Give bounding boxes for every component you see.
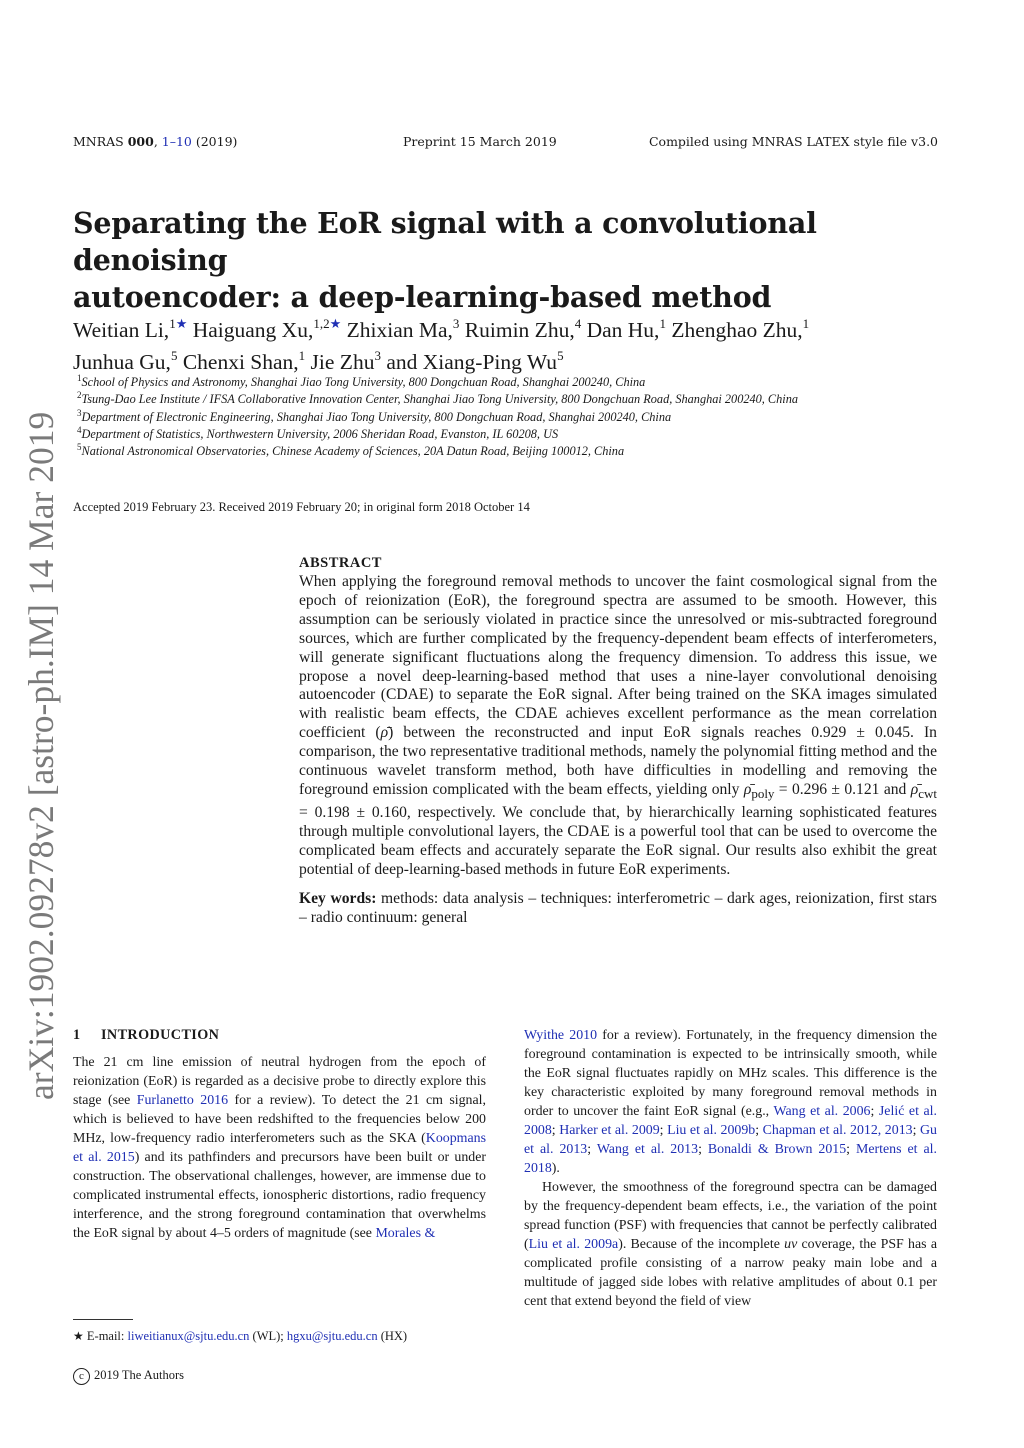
intro-paragraph-1-cont: Wyithe 2010 for a review). Fortunately, in the frequency dimension the foreground contamination is expected to be intrinsically smooth, while the EoR signal fluctuates rapidly on MHz scales. This difference is the key characteristic exploited by many foreground removal methods in order to uncover the faint EoR signal (e.g., Wang et al. 2006; Jelić et al. 2008; Harker et al. 2009; Liu et al. 2009b; Chapman et al. 2012, 2013; Gu et al. 2013; Wang et al. 2013; Bonaldi & Brown 2015; Mertens et al. 2018).	[524, 1028, 937, 1176]
footnote: ★ E-mail: liweitianux@sjtu.edu.cn (WL); hgxu@sjtu.edu.cn (HX)	[73, 1329, 486, 1344]
affiliation-marker: 5	[557, 348, 564, 363]
citation-link[interactable]: Liu et al. 2009b	[667, 1123, 756, 1138]
citation-link[interactable]: Bonaldi & Brown 2015	[707, 1142, 847, 1157]
author-name: Junhua Gu,	[73, 350, 171, 374]
affiliation-marker: 1	[298, 348, 306, 363]
keywords: Key words: methods: data analysis – techniques: interferometric – dark ages, reionization, first stars – radio continuum: general	[299, 889, 937, 926]
star-icon[interactable]: ★	[175, 316, 188, 331]
email-link[interactable]: hgxu@sjtu.edu.cn	[286, 1329, 378, 1343]
copyright-icon: c	[73, 1368, 90, 1385]
affiliation-marker: 3	[452, 316, 460, 331]
journal-ref: MNRAS 000, 1–10 (2019)	[73, 134, 238, 149]
abstract	[299, 553, 937, 927]
citation-link[interactable]: Harker et al. 2009	[559, 1123, 660, 1138]
citation-link[interactable]: Morales &	[375, 1226, 436, 1241]
affiliation-marker: 1	[169, 316, 176, 331]
affiliation-list	[77, 374, 1024, 460]
compiled-note: Compiled using MNRAS LATEX style file v3.0	[648, 134, 938, 149]
citation-link[interactable]: Liu et al. 2009a	[528, 1237, 619, 1252]
affiliation-marker: 3	[374, 348, 381, 363]
author-name: Weitian Li,	[73, 318, 170, 342]
affiliation: $^1$School of Physics and Astronomy, Shanghai Jiao Tong University, 800 Dongchuan Road, Shanghai 200240, China	[77, 373, 646, 389]
author-name: Zhixian Ma,	[346, 318, 453, 342]
citation-link[interactable]: Furlanetto 2016	[136, 1093, 229, 1108]
section-heading: 1 INTRODUCTION	[73, 1027, 220, 1043]
star-icon: ★	[73, 1329, 84, 1343]
affiliation-marker: 1	[659, 316, 666, 331]
affiliation-marker: 1,2	[313, 316, 330, 331]
copyright: c 2019 The Authors	[73, 1368, 184, 1385]
dates-line: Accepted 2019 February 23. Received 2019 February 20; in original form 2018 October 14	[73, 500, 530, 514]
intro-paragraph-1: The 21 cm line emission of neutral hydrogen from the epoch of reionization (EoR) is regarded as a decisive probe to directly explore this stage (see Furlanetto 2016 for a review). To detect the 21 cm signal, which is believed to have been redshifted to the frequencies below 200 MHz, low-frequency radio interferometers such as the SKA (Koopmans et al. 2015) and its pathfinders and precursors have been built or under construction. The observational challenges, however, are immense due to complicated instrumental effects, ionospheric distortions, radio frequency interference, and the strong foreground contamination that overwhelms the EoR signal by about 4–5 orders of magnitude (see Morales &	[73, 1055, 487, 1241]
author-name: and Xiang-Ping Wu	[386, 350, 558, 374]
affiliation: $^4$Department of Statistics, Northwestern University, 2006 Sheridan Road, Evanston, IL 60208, US	[77, 424, 559, 441]
running-header	[73, 134, 938, 154]
affiliation-marker: 4	[574, 316, 582, 331]
intro-right-column	[524, 1026, 937, 1311]
arxiv-stamp: arXiv:1902.09278v2 [astro-ph.IM] 14 Mar 2019	[21, 411, 61, 1100]
intro-left-column	[73, 1026, 486, 1243]
preprint-date: Preprint 15 March 2019	[403, 134, 557, 149]
citation-link[interactable]: Jelić et al. 2008	[524, 1104, 937, 1138]
paper-title: Separating the EoR signal with a convolutional denoising autoencoder: a deep-learning-based method	[73, 206, 817, 314]
intro-paragraph-2: However, the smoothness of the foreground spectra can be damaged by the frequency-dependent beam effects, i.e., the variation of the point spread function (PSF) with frequencies that cannot be perfectly calibrated (Liu et al. 2009a). Because of the incomplete uv coverage, the PSF has a complicated profile consisting of a narrow peaky main lobe and a multitude of jagged side lobes with relative amplitudes of about 0.1 per cent that extend beyond the field of view	[524, 1180, 937, 1309]
citation-link[interactable]: Wang et al. 2013	[596, 1142, 699, 1157]
author-list	[73, 314, 1023, 378]
abstract-body: When applying the foreground removal methods to uncover the faint cosmological signal from the epoch of reionization (EoR), the foreground spectra are assumed to be smooth. However, this assumption can be seriously violated in practice since the unresolved or mis-subtracted foreground sources, which are further complicated by the frequency-dependent beam effects of interferometers, will generate significant fluctuations along the frequency dimension. To address this issue, we propose a novel deep-learning-based method that uses a nine-layer convolutional denoising autoencoder (CDAE) to separate the EoR signal. After being trained on the SKA images simulated with realistic beam effects, the CDAE achieves excellent performance as the mean correlation coefficient (ρ̄) between the reconstructed and input EoR signals reaches 0.929 ± 0.045. In comparison, the two representative traditional methods, namely the polynomial fitting method and the continuous wavelet transform method, both have difficulties in modelling and removing the foreground emission complicated with the beam effects, yielding only $\rhō_{poly} = 0.296 \pm 0.121$ and $\rhō_{cwt} = 0.198 \pm 0.160$, respectively. We conclude that, by hierarchically learning sophisticated features through multiple convolutional layers, the CDAE is a powerful tool that can be used to overcome the complicated beam effects and accurately separate the EoR signal. Our results also exhibit the great potential of deep-learning-based methods in future EoR experiments.	[299, 573, 937, 878]
abstract-heading: ABSTRACT	[299, 555, 382, 571]
journal-pages-link[interactable]: 1–10	[161, 134, 192, 149]
citation-link[interactable]: Chapman et al. 2012, 2013	[762, 1123, 913, 1138]
email-link[interactable]: liweitianux@sjtu.edu.cn	[127, 1329, 250, 1343]
author-name: Zhenghao Zhu,	[671, 318, 803, 342]
affiliation: $^3$Department of Electronic Engineering, Shanghai Jiao Tong University, 800 Dongchuan Road, Shanghai 200240, China	[77, 407, 672, 424]
citation-link[interactable]: Wang et al. 2006	[773, 1104, 871, 1119]
author-name: Jie Zhu	[310, 350, 375, 374]
affiliation: $^2$Tsung-Dao Lee Institute / IFSA Collaborative Innovation Center, Shanghai Jiao Tong University, 800 Dongchuan Road, Shanghai 200240, China	[77, 390, 798, 407]
author-name: Ruimin Zhu,	[464, 318, 575, 342]
star-icon[interactable]: ★	[329, 316, 342, 331]
footnote-rule	[73, 1319, 133, 1320]
author-name: Dan Hu,	[586, 318, 660, 342]
affiliation-marker: 5	[170, 348, 178, 363]
author-name: Haiguang Xu,	[192, 318, 314, 342]
affiliation-marker: 1	[802, 316, 810, 331]
citation-link[interactable]: Koopmans et al. 2015	[73, 1131, 486, 1165]
citation-link[interactable]: Gu et al. 2013	[524, 1123, 937, 1157]
affiliation: $^5$National Astronomical Observatories, Chinese Academy of Sciences, 20A Datun Road, Beijing 100012, China	[77, 442, 625, 459]
citation-link[interactable]: Wyithe 2010	[524, 1028, 598, 1043]
author-name: Chenxi Shan,	[182, 350, 299, 374]
citation-link[interactable]: Mertens et al. 2018	[524, 1142, 937, 1176]
